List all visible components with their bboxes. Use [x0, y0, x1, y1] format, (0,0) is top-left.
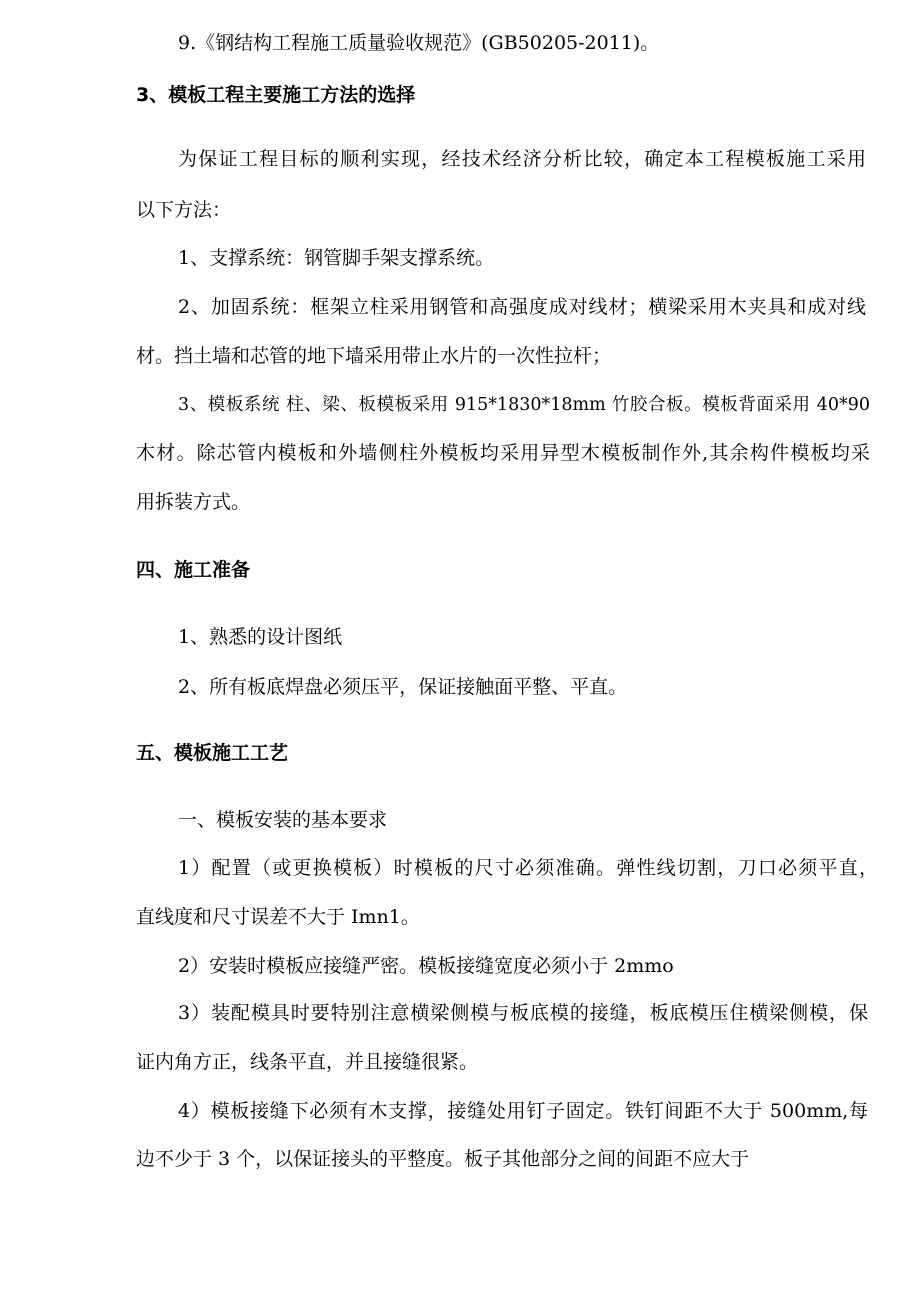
prep-item-1: 1、熟悉的设计图纸 [178, 626, 343, 648]
paragraph-formwork-system-line-3: 用拆装方式。 [136, 491, 251, 513]
paragraph-formwork-system-line-2: 木材。除芯管内模板和外墙侧柱外模板均采用异型木模板制作外,其余构件模板均采 [136, 442, 870, 464]
requirement-2: 2）安装时模板应接缝严密。模板接缝宽度必须小于 2mmo [178, 955, 674, 977]
paragraph-reinforcement-line-2: 材。挡土墙和芯管的地下墙采用带止水片的一次性拉杆； [136, 345, 612, 367]
requirement-1-line-1: 1）配置（或更换模板）时模板的尺寸必须准确。弹性线切割，刀口必须平直， [178, 857, 878, 879]
section-heading-formwork-methods: 3、模板工程主要施工方法的选择 [136, 84, 416, 106]
section-heading-construction-prep: 四、施工准备 [136, 559, 251, 581]
requirement-4-line-2: 边不少于 3 个，以保证接头的平整度。板子其他部分之间的间距不应大于 [136, 1148, 750, 1170]
paragraph-formwork-system-line-1: 3、模板系统 柱、梁、板模板采用 915*1830*18mm 竹胶合板。模板背面采用 40*90 [178, 395, 870, 415]
paragraph-reinforcement-line-1: 2、加固系统：框架立柱采用钢管和高强度成对线材；横梁采用木夹具和成对线 [178, 296, 866, 318]
requirement-3-line-1: 3）装配模具时要特别注意横梁侧模与板底模的接缝，板底模压住横梁侧模，保 [178, 1002, 868, 1024]
section-heading-formwork-process: 五、模板施工工艺 [136, 742, 289, 764]
prep-item-2: 2、所有板底焊盘必须压平，保证接触面平整、平直。 [178, 676, 628, 698]
paragraph-intro-line-2: 以下方法： [136, 199, 232, 221]
paragraph-support-system: 1、支撑系统：钢管脚手架支撑系统。 [178, 247, 495, 269]
requirement-3-line-2: 证内角方正，线条平直，并且接缝很紧。 [136, 1051, 479, 1073]
reference-item-9: 9.《钢结构工程施工质量验收规范》(GB50205-2011)。 [178, 32, 660, 54]
requirement-4-line-1: 4）模板接缝下必须有木支撑，接缝处用钉子固定。铁钉间距不大于 500mm,每 [178, 1100, 868, 1122]
requirement-1-line-2: 直线度和尺寸误差不大于 Imn1。 [136, 906, 420, 928]
subheading-basic-requirements: 一、模板安装的基本要求 [178, 809, 388, 831]
paragraph-intro-line-1: 为保证工程目标的顺利实现，经技术经济分析比较，确定本工程模板施工采用 [178, 148, 866, 170]
